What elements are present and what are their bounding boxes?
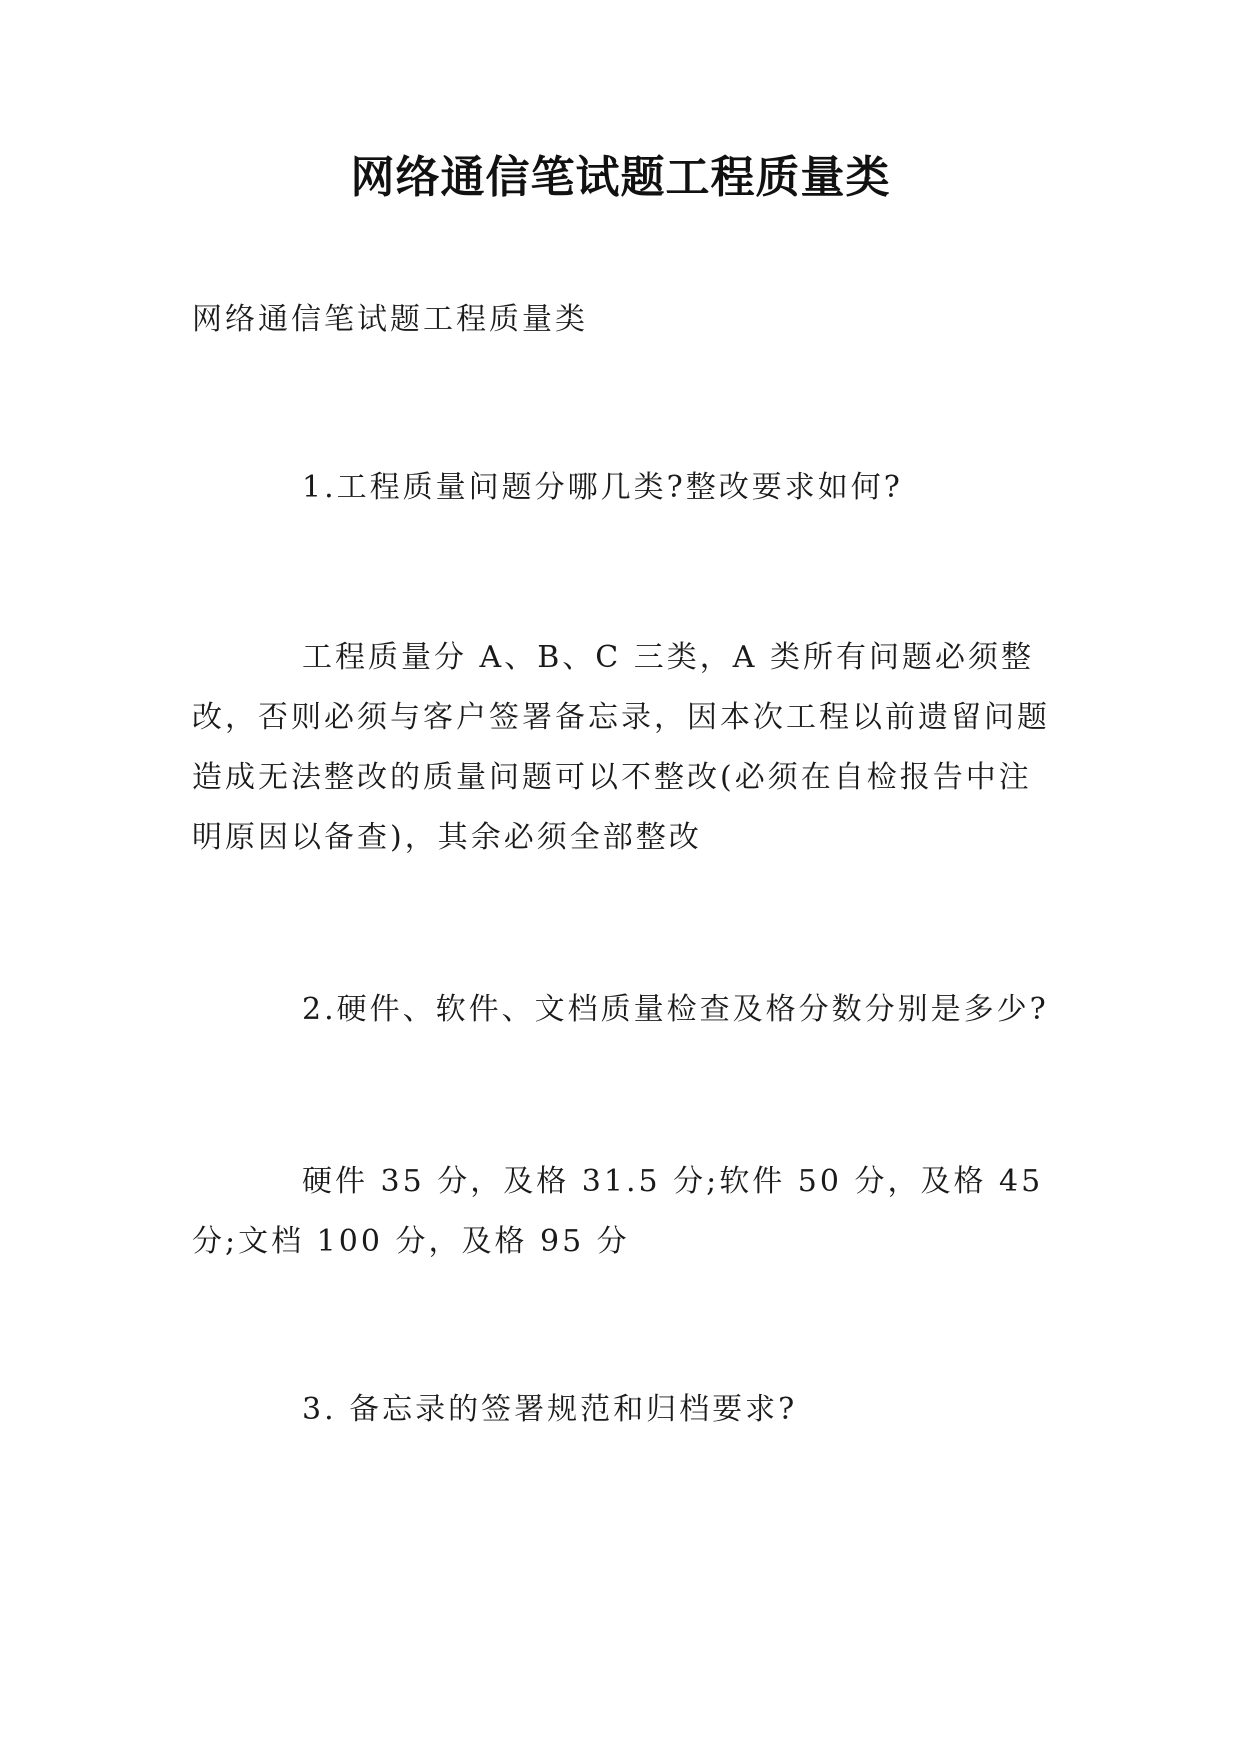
question-3: 3. 备忘录的签署规范和归档要求? [302, 1392, 798, 1427]
question-2: 2.硬件、软件、文档质量检查及格分数分别是多少? [302, 992, 1049, 1027]
answer-2: 硬件 35 分，及格 31.5 分;软件 50 分，及格 45 分;文档 100 分，及格 95 分 [192, 1164, 1044, 1259]
answer-1: 工程质量分 A、B、C 三类，A 类所有问题必须整改，否则必须与客户签署备忘录，因本次工程以前遗留问题造成无法整改的质量问题可以不整改(必须在自检报告中注明原因以备查)，其余必须全部整改 [192, 640, 1050, 855]
document-title: 网络通信笔试题工程质量类 [350, 152, 891, 203]
document-subtitle: 网络通信笔试题工程质量类 [192, 302, 588, 337]
question-1: 1.工程质量问题分哪几类?整改要求如何? [302, 470, 903, 505]
